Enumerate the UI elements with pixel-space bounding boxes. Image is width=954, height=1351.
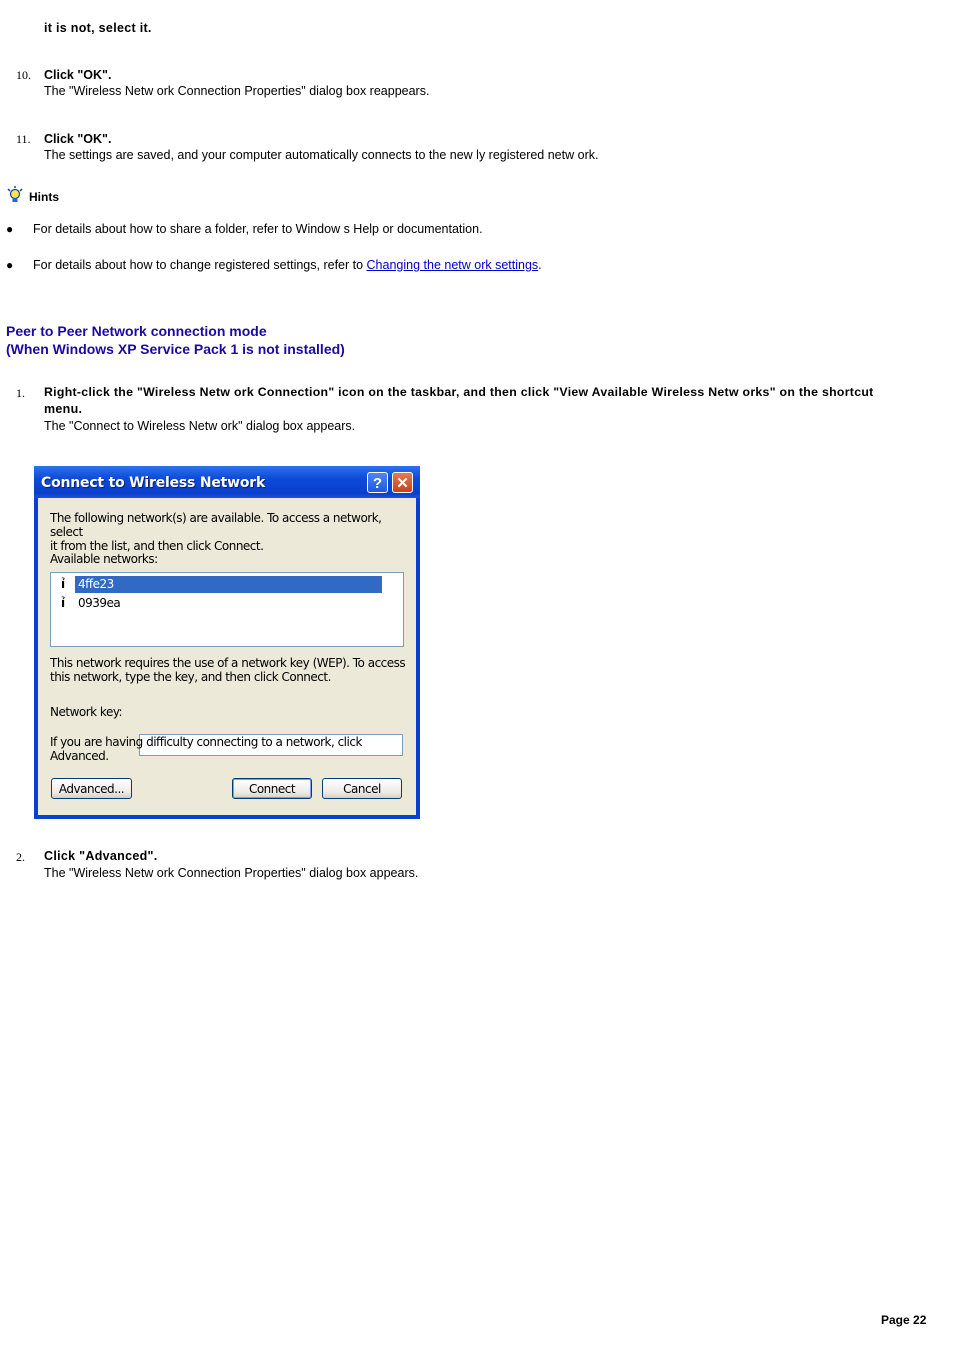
lightbulb-icon <box>7 186 23 204</box>
step-title-cont: menu. <box>44 402 83 416</box>
step-description: The "Wireless Netw ork Connection Properties" dialog box reappears. <box>44 84 430 98</box>
dialog-body <box>38 498 416 815</box>
list-item[interactable] <box>55 576 385 593</box>
section-title <box>6 322 345 358</box>
dialog-intro-line2: it from the list, and then click Connect. <box>50 539 264 553</box>
antenna-icon: ỉ <box>61 577 65 591</box>
network-name: 4ffe23 <box>75 576 382 593</box>
section-title-line2: (When Windows XP Service Pack 1 is not installed) <box>6 341 345 357</box>
step-description: The settings are saved, and your computer automatically connects to the new ly registered netw ork. <box>44 148 599 162</box>
network-name: 0939ea <box>78 596 121 610</box>
network-key-label: Network key: <box>50 705 123 719</box>
step-number: 11. <box>16 132 31 146</box>
hint-item <box>33 258 542 272</box>
connect-wireless-dialog <box>34 466 420 819</box>
bullet-icon: ● <box>6 258 14 272</box>
step-number: 10. <box>16 68 31 82</box>
advanced-help-text: If you are having difficulty connecting to a network, click Advanced. <box>50 735 362 763</box>
help-button[interactable] <box>367 472 388 493</box>
hint-text-after: . <box>538 258 542 272</box>
dialog-title: Connect to Wireless Network <box>41 475 266 491</box>
bullet-icon: ● <box>6 222 14 236</box>
available-networks-label: Available networks: <box>50 552 158 566</box>
list-item[interactable] <box>55 595 385 612</box>
help-icon: ? <box>372 475 383 492</box>
dialog-intro-line1: The following network(s) are available. To access a network, select <box>50 511 382 539</box>
step-title: Click "OK". <box>44 68 112 82</box>
connect-button[interactable]: Connect <box>232 778 312 799</box>
dialog-titlebar[interactable] <box>34 466 420 498</box>
step-title: Right-click the "Wireless Netw ork Connection" icon on the taskbar, and then click "View Available Wireless Netw orks" on the shortcut <box>44 385 874 399</box>
changing-network-settings-link[interactable]: Changing the netw ork settings <box>366 258 539 272</box>
wep-notice-line1: This network requires the use of a network key (WEP). To access <box>50 656 406 670</box>
hints-heading: Hints <box>29 190 59 204</box>
step-title: Click "Advanced". <box>44 849 158 863</box>
cancel-button[interactable]: Cancel <box>322 778 402 799</box>
advanced-button[interactable]: Advanced... <box>51 778 132 799</box>
network-list[interactable] <box>50 572 404 647</box>
step-description: The "Wireless Netw ork Connection Properties" dialog box appears. <box>44 866 419 880</box>
wep-notice-line2: this network, type the key, and then click Connect. <box>50 670 331 684</box>
step-title: Click "OK". <box>44 132 112 146</box>
antenna-icon: ỉ <box>61 596 65 610</box>
dialog-intro <box>50 511 416 553</box>
page-number: Page 22 <box>881 1313 927 1327</box>
hint-text: For details about how to change registered settings, refer to <box>33 258 367 272</box>
close-button[interactable] <box>392 472 413 493</box>
wep-notice <box>50 656 405 684</box>
hint-item: For details about how to share a folder, refer to Window s Help or documentation. <box>33 222 483 236</box>
close-icon: ✕ <box>396 475 409 492</box>
step-continuation: it is not, select it. <box>44 21 152 35</box>
step-description: The "Connect to Wireless Netw ork" dialog box appears. <box>44 419 356 433</box>
step-number: 2. <box>16 850 25 864</box>
section-title-line1: Peer to Peer Network connection mode <box>6 323 267 339</box>
step-number: 1. <box>16 386 25 400</box>
